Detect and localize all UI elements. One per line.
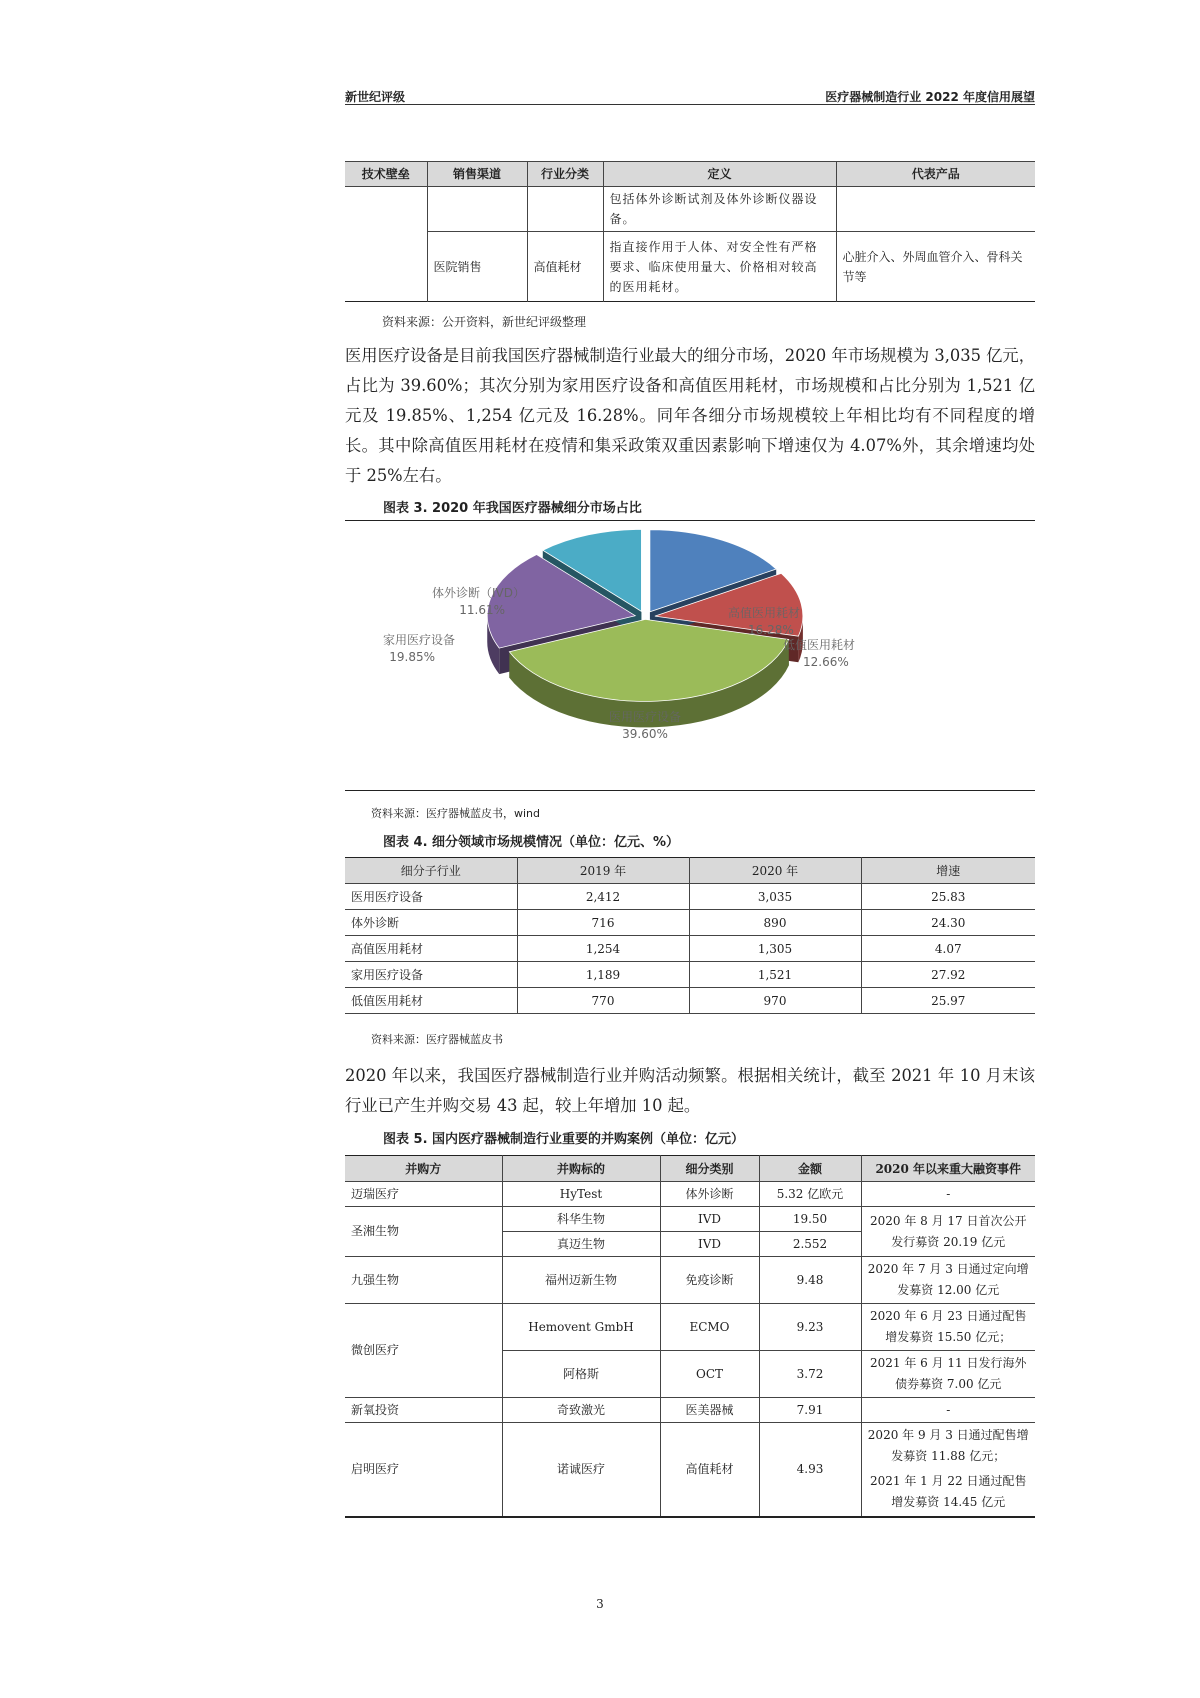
- table-cell: 3,035: [689, 884, 861, 910]
- header-cell: 并购标的: [502, 1156, 660, 1182]
- table-cell: [836, 187, 1035, 232]
- table-cell: [345, 187, 427, 302]
- figure5-caption: 图表 5. 国内医疗器械制造行业重要的并购案例（单位：亿元）: [383, 1132, 745, 1147]
- table-row: [345, 1257, 1035, 1304]
- amount-cell: 3.72: [759, 1351, 861, 1398]
- pie-label-value: 16.28%: [748, 623, 794, 637]
- header-cell: 2019 年: [517, 858, 689, 884]
- table-cell: 4.07: [861, 936, 1035, 962]
- figure4-caption: 图表 4. 细分领域市场规模情况（单位：亿元、%）: [383, 835, 680, 850]
- table-cell: 770: [517, 988, 689, 1014]
- header-divider: [345, 104, 1035, 105]
- financing-cell: 2020 年 6 月 23 日通过配售增发募资 15.50 亿元；: [861, 1304, 1035, 1351]
- amount-cell: 4.93: [759, 1423, 861, 1517]
- products-cell: 心脏介入、外周血管介入、骨科关节等: [836, 232, 1035, 302]
- target-cell: 诺诚医疗: [502, 1423, 660, 1517]
- channel-cell: 医院销售: [427, 232, 527, 302]
- category-cell: 医美器械: [660, 1398, 759, 1423]
- table-cell: 27.92: [861, 962, 1035, 988]
- amount-cell: 5.32 亿欧元: [759, 1182, 861, 1207]
- pie-label-name: 低值医用耗材: [783, 638, 856, 652]
- financing-cell: [861, 1423, 1035, 1517]
- table-row: [345, 232, 1035, 302]
- table-cell: [427, 187, 527, 232]
- target-cell: Hemovent GmbH: [502, 1304, 660, 1351]
- page-number: 3: [596, 1597, 604, 1611]
- pie-label-value: 19.85%: [389, 650, 435, 664]
- table1-source: 资料来源：公开资料，新世纪评级整理: [382, 315, 587, 329]
- table-cell: 970: [689, 988, 861, 1014]
- table-header-row: [345, 858, 1035, 884]
- target-cell: 阿格斯: [502, 1351, 660, 1398]
- category-cell: OCT: [660, 1351, 759, 1398]
- body-paragraph: 2020 年以来，我国医疗器械制造行业并购活动频繁。根据相关统计，截至 2021 年 10 月末该行业已产生并购交易 43 起，较上年增加 10 起。: [345, 1066, 1035, 1115]
- category-cell: ECMO: [660, 1304, 759, 1351]
- table-row: [345, 1398, 1035, 1423]
- figure4-source: 资料来源：医疗器械蓝皮书: [371, 1033, 503, 1046]
- amount-cell: 2.552: [759, 1232, 861, 1257]
- table-cell: 2,412: [517, 884, 689, 910]
- table-row: [345, 1304, 1035, 1351]
- table-cell: 890: [689, 910, 861, 936]
- category-cell: 高值耗材: [660, 1423, 759, 1517]
- acquirer-cell: 迈瑞医疗: [345, 1182, 502, 1207]
- pie-label-name: 家用医疗设备: [382, 633, 455, 647]
- market-size-table: [345, 857, 1035, 1014]
- acquirer-cell: 圣湘生物: [345, 1207, 502, 1257]
- table-row: [345, 1207, 1035, 1232]
- table-cell: 体外诊断: [345, 910, 517, 936]
- table-row: [345, 187, 1035, 232]
- acquirer-cell: 九强生物: [345, 1257, 502, 1304]
- table-row: [345, 1182, 1035, 1207]
- category-cell: 高值耗材: [527, 232, 603, 302]
- header-cell: 增速: [861, 858, 1035, 884]
- pie-label-value: 11.61%: [459, 603, 505, 617]
- target-cell: 真迈生物: [502, 1232, 660, 1257]
- amount-cell: 19.50: [759, 1207, 861, 1232]
- header-cell: 定义: [603, 162, 836, 187]
- financing-cell: -: [861, 1182, 1035, 1207]
- definition-cell: 包括体外诊断试剂及体外诊断仪器设备。: [603, 187, 836, 232]
- table-cell: 24.30: [861, 910, 1035, 936]
- header-cell: 细分类别: [660, 1156, 759, 1182]
- financing-cell: -: [861, 1398, 1035, 1423]
- definition-cell: 指直接作用于人体、对安全性有严格要求、临床使用量大、价格相对较高的医用耗材。: [603, 232, 836, 302]
- body-paragraph: 医用医疗设备是目前我国医疗器械制造行业最大的细分市场，2020 年市场规模为 3,035 亿元，占比为 39.60%；其次分别为家用医疗设备和高值医用耗材，市场规模和占比分别为 1,521 亿元及 19.85%、1,254 亿元及 16.28%。同年各细分市场规模较上年相比均有不同程度的增长。其中除高值医用耗材在疫情和集采政策双重因素影响下增速仅为 4.07%外，其余增速均处于 25%左右。: [345, 346, 1035, 485]
- acquirer-cell: 新氧投资: [345, 1398, 502, 1423]
- table-cell: 25.97: [861, 988, 1035, 1014]
- financing-cell: 2020 年 7 月 3 日通过定向增发募资 12.00 亿元: [861, 1257, 1035, 1304]
- mna-cases-table: [345, 1155, 1035, 1518]
- table-cell: 家用医疗设备: [345, 962, 517, 988]
- figure3-source: 资料来源：医疗器械蓝皮书，wind: [371, 807, 541, 820]
- financing-line: 2020 年 9 月 3 日通过配售增发募资 11.88 亿元；: [867, 1428, 1029, 1464]
- table-row: [345, 1423, 1035, 1517]
- figure-bottom-rule: [345, 790, 1035, 791]
- table-cell: [527, 187, 603, 232]
- market-share-pie-chart: [345, 522, 1035, 790]
- header-cell: 2020 年: [689, 858, 861, 884]
- header-cell: 金额: [759, 1156, 861, 1182]
- category-cell: IVD: [660, 1232, 759, 1257]
- table-cell: 医用医疗设备: [345, 884, 517, 910]
- table-row: [345, 910, 1035, 936]
- target-cell: 奇致激光: [502, 1398, 660, 1423]
- category-cell: 体外诊断: [660, 1182, 759, 1207]
- header-cell: 细分子行业: [345, 858, 517, 884]
- acquirer-cell: 启明医疗: [345, 1423, 502, 1517]
- table-cell: 1,305: [689, 936, 861, 962]
- category-cell: IVD: [660, 1207, 759, 1232]
- pie-label-value: 12.66%: [803, 655, 849, 669]
- table-cell: 1,521: [689, 962, 861, 988]
- category-cell: 免疫诊断: [660, 1257, 759, 1304]
- financing-cell: 2021 年 6 月 11 日发行海外债券募资 7.00 亿元: [861, 1351, 1035, 1398]
- financing-cell: 2020 年 8 月 17 日首次公开发行募资 20.19 亿元: [861, 1207, 1035, 1257]
- pie-label-value: 39.60%: [622, 727, 668, 741]
- header-cell: 代表产品: [836, 162, 1035, 187]
- table-row: [345, 962, 1035, 988]
- table-row: [345, 936, 1035, 962]
- header-cell: 行业分类: [527, 162, 603, 187]
- pie-label-name: 医用医疗设备: [608, 710, 682, 724]
- table-cell: 25.83: [861, 884, 1035, 910]
- table-row: [345, 884, 1035, 910]
- financing-line: 2021 年 1 月 22 日通过配售增发募资 14.45 亿元: [869, 1474, 1027, 1510]
- amount-cell: 9.23: [759, 1304, 861, 1351]
- amount-cell: 7.91: [759, 1398, 861, 1423]
- figure3-caption: 图表 3. 2020 年我国医疗器械细分市场占比: [383, 501, 642, 516]
- figure-top-rule: [345, 520, 1035, 521]
- table-header-row: [345, 162, 1035, 187]
- pie-label-name: 体外诊断（IVD）: [432, 586, 525, 600]
- target-cell: HyTest: [502, 1182, 660, 1207]
- table-header-row: [345, 1156, 1035, 1182]
- table-cell: 1,254: [517, 936, 689, 962]
- table-cell: 低值医用耗材: [345, 988, 517, 1014]
- header-cell: 并购方: [345, 1156, 502, 1182]
- pie-label-name: 高值医用耗材: [728, 606, 801, 620]
- header-cell: 技术壁垒: [345, 162, 427, 187]
- target-cell: 科华生物: [502, 1207, 660, 1232]
- table-cell: 高值医用耗材: [345, 936, 517, 962]
- acquirer-cell: 微创医疗: [345, 1304, 502, 1398]
- table-cell: 716: [517, 910, 689, 936]
- header-left: 新世纪评级: [345, 90, 406, 104]
- header-cell: 2020 年以来重大融资事件: [861, 1156, 1035, 1182]
- amount-cell: 9.48: [759, 1257, 861, 1304]
- table-row: [345, 988, 1035, 1014]
- product-classification-table: [345, 161, 1035, 302]
- target-cell: 福州迈新生物: [502, 1257, 660, 1304]
- table-cell: 1,189: [517, 962, 689, 988]
- header-right: 医疗器械制造行业 2022 年度信用展望: [825, 90, 1035, 104]
- header-cell: 销售渠道: [427, 162, 527, 187]
